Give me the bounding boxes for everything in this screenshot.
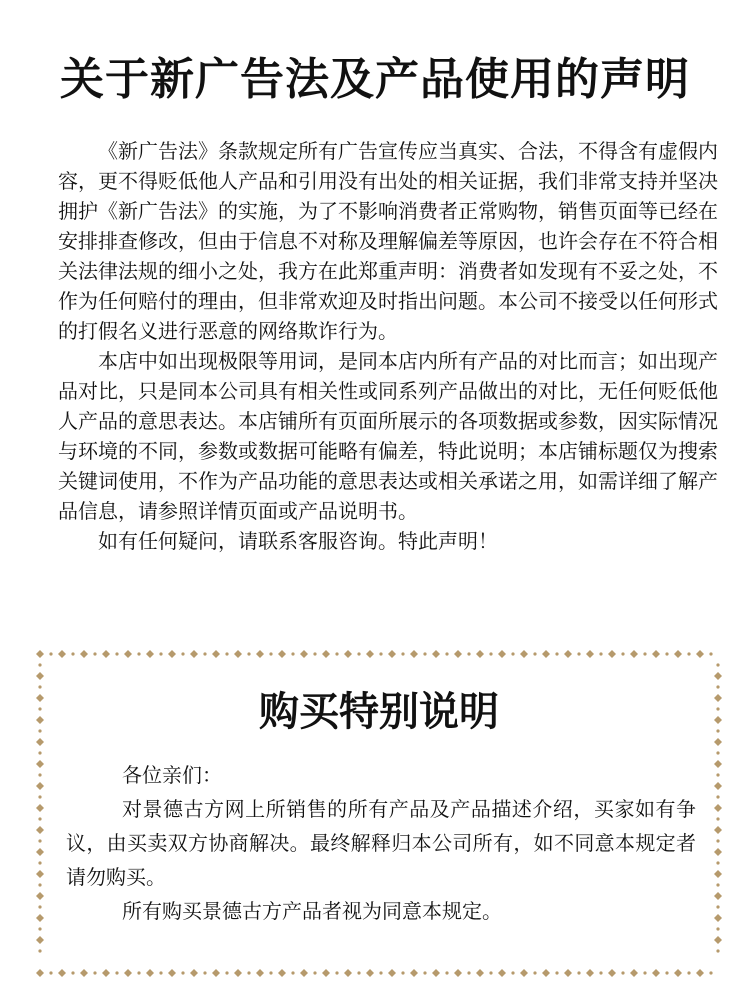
border-diamond bbox=[102, 969, 110, 977]
border-diamond bbox=[278, 969, 286, 977]
border-diamond bbox=[36, 650, 44, 658]
border-diamond bbox=[410, 650, 418, 658]
border-dot bbox=[38, 663, 41, 666]
border-diamond bbox=[366, 969, 374, 977]
border-dot bbox=[445, 652, 448, 655]
border-diamond bbox=[714, 848, 722, 856]
border-diamond bbox=[234, 650, 242, 658]
border-diamond bbox=[714, 672, 722, 680]
border-diamond bbox=[168, 969, 176, 977]
border-dot bbox=[665, 652, 668, 655]
border-diamond bbox=[432, 969, 440, 977]
border-diamond bbox=[36, 892, 44, 900]
border-dot bbox=[621, 971, 624, 974]
border-dot bbox=[357, 971, 360, 974]
border-diamond bbox=[256, 650, 264, 658]
border-diamond bbox=[300, 969, 308, 977]
border-diamond bbox=[520, 969, 528, 977]
border-dot bbox=[716, 861, 719, 864]
border-diamond bbox=[586, 650, 594, 658]
border-diamond bbox=[344, 969, 352, 977]
border-diamond bbox=[476, 650, 484, 658]
border-dot bbox=[313, 652, 316, 655]
border-dot bbox=[38, 861, 41, 864]
border-dot bbox=[599, 971, 602, 974]
border-dot bbox=[423, 971, 426, 974]
border-dot bbox=[357, 652, 360, 655]
border-diamond bbox=[146, 650, 154, 658]
border-dot bbox=[709, 971, 712, 974]
border-dot bbox=[687, 652, 690, 655]
border-dot bbox=[621, 652, 624, 655]
statement-body bbox=[58, 136, 718, 556]
border-diamond bbox=[674, 969, 682, 977]
border-dot bbox=[716, 751, 719, 754]
border-diamond bbox=[256, 969, 264, 977]
border-dot bbox=[38, 795, 41, 798]
border-diamond bbox=[300, 650, 308, 658]
border-diamond bbox=[36, 804, 44, 812]
border-dot bbox=[38, 839, 41, 842]
page-title: 关于新广告法及产品使用的声明 bbox=[60, 54, 690, 105]
border-diamond bbox=[520, 650, 528, 658]
border-diamond bbox=[714, 936, 722, 944]
border-diamond bbox=[586, 969, 594, 977]
border-dot bbox=[599, 652, 602, 655]
border-dot bbox=[203, 971, 206, 974]
border-diamond bbox=[564, 650, 572, 658]
border-diamond bbox=[714, 782, 722, 790]
border-dot bbox=[716, 883, 719, 886]
notice-paragraph: 所有购买景德古方产品者视为同意本规定。 bbox=[122, 899, 502, 923]
border-dot bbox=[247, 652, 250, 655]
border-diamond bbox=[608, 650, 616, 658]
border-dot bbox=[159, 971, 162, 974]
border-dot bbox=[225, 971, 228, 974]
border-diamond bbox=[36, 672, 44, 680]
border-diamond bbox=[432, 650, 440, 658]
border-diamond bbox=[344, 650, 352, 658]
border-dot bbox=[269, 971, 272, 974]
border-dot bbox=[269, 652, 272, 655]
border-diamond bbox=[714, 826, 722, 834]
border-dot bbox=[38, 927, 41, 930]
border-dot bbox=[335, 971, 338, 974]
border-diamond bbox=[36, 848, 44, 856]
border-dot bbox=[115, 971, 118, 974]
border-dot bbox=[225, 652, 228, 655]
border-diamond bbox=[714, 892, 722, 900]
border-dot bbox=[38, 905, 41, 908]
purchase-notice-box bbox=[36, 650, 722, 977]
border-diamond bbox=[36, 826, 44, 834]
border-diamond bbox=[322, 969, 330, 977]
border-dot bbox=[379, 971, 382, 974]
border-diamond bbox=[80, 650, 88, 658]
border-diamond bbox=[36, 870, 44, 878]
border-dot bbox=[445, 971, 448, 974]
border-dot bbox=[137, 971, 140, 974]
border-diamond bbox=[102, 650, 110, 658]
border-diamond bbox=[168, 650, 176, 658]
border-dot bbox=[709, 652, 712, 655]
border-dot bbox=[401, 652, 404, 655]
notice-paragraph: 对景德古方网上所销售的所有产品及产品描述介绍，买家如有争议，由买卖双方协商解决。最终解释归本公司所有，如不同意本规定者请勿购买。 bbox=[66, 797, 696, 889]
border-diamond bbox=[630, 650, 638, 658]
border-dot bbox=[489, 971, 492, 974]
border-diamond bbox=[714, 914, 722, 922]
border-dot bbox=[716, 927, 719, 930]
border-diamond bbox=[146, 969, 154, 977]
border-diamond bbox=[212, 969, 220, 977]
border-dot bbox=[291, 971, 294, 974]
border-diamond bbox=[124, 650, 132, 658]
border-dot bbox=[577, 652, 580, 655]
notice-title: 购买特别说明 bbox=[259, 689, 499, 735]
border-diamond bbox=[124, 969, 132, 977]
border-dot bbox=[335, 652, 338, 655]
border-dot bbox=[555, 971, 558, 974]
notice-greeting: 各位亲们： bbox=[122, 763, 222, 787]
border-dot bbox=[247, 971, 250, 974]
border-dot bbox=[716, 839, 719, 842]
border-diamond bbox=[190, 969, 198, 977]
border-dot bbox=[489, 652, 492, 655]
border-diamond bbox=[388, 650, 396, 658]
border-diamond bbox=[498, 650, 506, 658]
border-dot bbox=[203, 652, 206, 655]
border-dot bbox=[716, 795, 719, 798]
border-dot bbox=[291, 652, 294, 655]
border-dot bbox=[716, 663, 719, 666]
border-diamond bbox=[234, 969, 242, 977]
border-dot bbox=[467, 652, 470, 655]
border-diamond bbox=[542, 969, 550, 977]
border-diamond bbox=[388, 969, 396, 977]
border-diamond bbox=[476, 969, 484, 977]
border-diamond bbox=[58, 650, 66, 658]
border-dot bbox=[137, 652, 140, 655]
border-diamond bbox=[212, 650, 220, 658]
border-diamond bbox=[454, 969, 462, 977]
border-diamond bbox=[58, 969, 66, 977]
border-diamond bbox=[696, 969, 704, 977]
border-dot bbox=[115, 652, 118, 655]
border-diamond bbox=[608, 969, 616, 977]
border-diamond bbox=[652, 969, 660, 977]
border-dot bbox=[716, 773, 719, 776]
border-dot bbox=[423, 652, 426, 655]
notice-body bbox=[66, 758, 696, 928]
border-dot bbox=[467, 971, 470, 974]
border-dot bbox=[643, 652, 646, 655]
border-dot bbox=[533, 652, 536, 655]
border-dot bbox=[38, 773, 41, 776]
border-dot bbox=[716, 817, 719, 820]
border-diamond bbox=[36, 969, 44, 977]
border-dot bbox=[71, 652, 74, 655]
border-dot bbox=[665, 971, 668, 974]
border-dot bbox=[555, 652, 558, 655]
border-dot bbox=[577, 971, 580, 974]
border-diamond bbox=[190, 650, 198, 658]
border-diamond bbox=[498, 969, 506, 977]
border-diamond bbox=[366, 650, 374, 658]
border-dot bbox=[716, 905, 719, 908]
border-dot bbox=[38, 817, 41, 820]
border-diamond bbox=[36, 936, 44, 944]
border-dot bbox=[38, 883, 41, 886]
border-diamond bbox=[36, 782, 44, 790]
border-diamond bbox=[714, 804, 722, 812]
border-dot bbox=[159, 652, 162, 655]
border-dot bbox=[38, 949, 41, 952]
statement-paragraph: 本店中如出现极限等用词，是同本店内所有产品的对比而言；如出现产品对比，只是同本公司具有相关性或同系列产品做出的对比，无任何贬低他人产品的意思表达。本店铺所有页面所展示的各项数据或参数，因实际情况与环境的不同，参数或数据可能略有偏差，特此说明；本店铺标题仅为搜索关键词使用，不作为产品功能的意思表达或相关承诺之用，如需详细了解产品信息，请参照详情页面或产品说明书。 bbox=[58, 349, 718, 523]
border-dot bbox=[38, 751, 41, 754]
border-dot bbox=[49, 971, 52, 974]
border-dot bbox=[687, 971, 690, 974]
border-diamond bbox=[564, 969, 572, 977]
border-diamond bbox=[696, 650, 704, 658]
border-dot bbox=[533, 971, 536, 974]
border-dot bbox=[93, 652, 96, 655]
border-diamond bbox=[410, 969, 418, 977]
statement-paragraph: 如有任何疑问，请联系客服咨询。特此声明！ bbox=[98, 529, 498, 553]
border-diamond bbox=[278, 650, 286, 658]
border-diamond bbox=[36, 760, 44, 768]
border-dot bbox=[49, 652, 52, 655]
border-dot bbox=[379, 652, 382, 655]
border-dot bbox=[401, 971, 404, 974]
border-diamond bbox=[714, 760, 722, 768]
border-diamond bbox=[674, 650, 682, 658]
border-dot bbox=[511, 971, 514, 974]
border-diamond bbox=[80, 969, 88, 977]
statement-paragraph: 《新广告法》条款规定所有广告宣传应当真实、合法，不得含有虚假内容，更不得贬低他人产品和引用没有出处的相关证据，我们非常支持并坚决拥护《新广告法》的实施，为了不影响消费者正常购物，销售页面等已经在安排排查修改，但由于信息不对称及理解偏差等原因，也许会存在不符合相关法律法规的细小之处，我方在此郑重声明：消费者如发现有不妥之处，不作为任何赔付的理由，但非常欢迎及时指出问题。本公司不接受以任何形式的打假名义进行恶意的网络欺诈行为。 bbox=[58, 139, 718, 343]
border-diamond bbox=[714, 870, 722, 878]
border-diamond bbox=[36, 914, 44, 922]
border-diamond bbox=[454, 650, 462, 658]
border-diamond bbox=[630, 969, 638, 977]
border-dot bbox=[511, 652, 514, 655]
border-diamond bbox=[542, 650, 550, 658]
border-dot bbox=[181, 652, 184, 655]
border-dot bbox=[93, 971, 96, 974]
border-diamond bbox=[652, 650, 660, 658]
border-dot bbox=[716, 949, 719, 952]
border-dot bbox=[181, 971, 184, 974]
border-diamond bbox=[322, 650, 330, 658]
border-dot bbox=[71, 971, 74, 974]
border-dot bbox=[313, 971, 316, 974]
border-dot bbox=[643, 971, 646, 974]
